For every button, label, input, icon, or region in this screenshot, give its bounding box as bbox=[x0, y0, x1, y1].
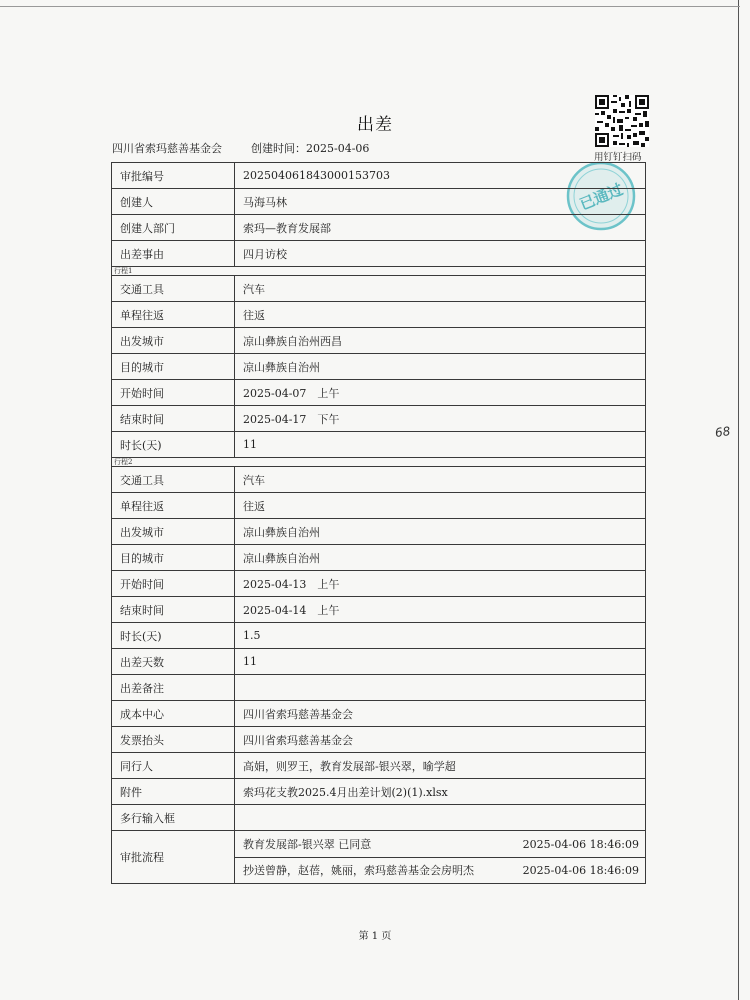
field-value: 四月访校 bbox=[235, 241, 646, 267]
table-row bbox=[112, 189, 646, 215]
field-label: 成本中心 bbox=[112, 701, 235, 727]
approval-step bbox=[235, 832, 645, 857]
section-label: 行程2 bbox=[112, 458, 646, 467]
table-row bbox=[112, 276, 646, 302]
field-value: 11 bbox=[235, 649, 646, 675]
table-row bbox=[112, 519, 646, 545]
approval-step bbox=[235, 857, 645, 883]
field-label: 附件 bbox=[112, 779, 235, 805]
table-row bbox=[112, 467, 646, 493]
field-label: 开始时间 bbox=[112, 380, 235, 406]
table-row bbox=[112, 545, 646, 571]
field-value: 四川省索玛慈善基金会 bbox=[235, 701, 646, 727]
field-value: 凉山彝族自治州西昌 bbox=[235, 328, 646, 354]
field-value: 1.5 bbox=[235, 623, 646, 649]
field-value: 汽车 bbox=[235, 276, 646, 302]
field-value: 往返 bbox=[235, 302, 646, 328]
field-label: 开始时间 bbox=[112, 571, 235, 597]
created-time: 创建时间：2025-04-06 bbox=[251, 142, 370, 155]
field-value: 凉山彝族自治州 bbox=[235, 519, 646, 545]
field-value: 马海马林 bbox=[235, 189, 646, 215]
table-row bbox=[112, 571, 646, 597]
field-value: 往返 bbox=[235, 493, 646, 519]
approval-steps bbox=[235, 831, 646, 884]
page-edge-top bbox=[0, 6, 740, 7]
field-label: 审批流程 bbox=[112, 831, 235, 884]
approval-step-text: 抄送曾静，赵蓓，姚丽，索玛慈善基金会房明杰 bbox=[243, 864, 474, 877]
field-label: 目的城市 bbox=[112, 354, 235, 380]
table-row bbox=[112, 215, 646, 241]
qr-code-icon bbox=[595, 95, 649, 147]
table-row bbox=[112, 753, 646, 779]
field-label: 出发城市 bbox=[112, 328, 235, 354]
field-value: 索玛花支教2025.4月出差计划(2)(1).xlsx bbox=[235, 779, 646, 805]
table-row bbox=[112, 779, 646, 805]
field-label: 出差事由 bbox=[112, 241, 235, 267]
table-row bbox=[112, 241, 646, 267]
field-label: 出差天数 bbox=[112, 649, 235, 675]
qr-caption: 用钉钉扫码 bbox=[594, 152, 642, 163]
field-label: 时长(天) bbox=[112, 432, 235, 458]
table-row bbox=[112, 493, 646, 519]
field-value bbox=[235, 675, 646, 701]
field-value bbox=[235, 805, 646, 831]
section-header bbox=[112, 458, 646, 467]
field-value: 凉山彝族自治州 bbox=[235, 354, 646, 380]
field-value: 202504061843000153703 bbox=[235, 163, 646, 189]
table-row bbox=[112, 163, 646, 189]
approval-step-time: 2025-04-06 18:46:09 bbox=[522, 863, 639, 877]
field-label: 创建人部门 bbox=[112, 215, 235, 241]
section-label: 行程1 bbox=[112, 267, 646, 276]
table-row bbox=[112, 328, 646, 354]
approval-step-time: 2025-04-06 18:46:09 bbox=[522, 837, 639, 851]
table-row bbox=[112, 432, 646, 458]
field-value: 2025-04-13 上午 bbox=[235, 571, 646, 597]
approval-step-text: 教育发展部-银兴翠 已同意 bbox=[243, 838, 372, 851]
field-label: 单程往返 bbox=[112, 493, 235, 519]
approval-flow-row bbox=[112, 831, 646, 884]
field-value: 2025-04-17 下午 bbox=[235, 406, 646, 432]
table-row bbox=[112, 675, 646, 701]
field-label: 交通工具 bbox=[112, 467, 235, 493]
field-label: 出差备注 bbox=[112, 675, 235, 701]
table-row bbox=[112, 406, 646, 432]
document-title: 出差 bbox=[357, 115, 393, 135]
table-row bbox=[112, 354, 646, 380]
field-value: 汽车 bbox=[235, 467, 646, 493]
field-value: 高娟，则罗王，教育发展部-银兴翠，喻学超 bbox=[235, 753, 646, 779]
svg-text:已通过: 已通过 bbox=[577, 180, 626, 214]
page-number: 第 1 页 bbox=[358, 931, 392, 942]
table-row bbox=[112, 302, 646, 328]
travel-approval-table bbox=[111, 162, 646, 884]
field-label: 创建人 bbox=[112, 189, 235, 215]
field-label: 同行人 bbox=[112, 753, 235, 779]
page-edge-right bbox=[738, 0, 739, 1000]
field-label: 目的城市 bbox=[112, 545, 235, 571]
field-label: 单程往返 bbox=[112, 302, 235, 328]
table-row bbox=[112, 727, 646, 753]
table-row bbox=[112, 380, 646, 406]
section-header bbox=[112, 267, 646, 276]
table-row bbox=[112, 597, 646, 623]
handwritten-side-note: 68 bbox=[714, 424, 732, 440]
field-label: 多行输入框 bbox=[112, 805, 235, 831]
table-row bbox=[112, 805, 646, 831]
field-value: 索玛—教育发展部 bbox=[235, 215, 646, 241]
field-label: 发票抬头 bbox=[112, 727, 235, 753]
table-row bbox=[112, 623, 646, 649]
organization-name: 四川省索玛慈善基金会 bbox=[112, 142, 222, 155]
table-row bbox=[112, 701, 646, 727]
field-value: 凉山彝族自治州 bbox=[235, 545, 646, 571]
field-label: 结束时间 bbox=[112, 597, 235, 623]
field-label: 审批编号 bbox=[112, 163, 235, 189]
field-value: 2025-04-07 上午 bbox=[235, 380, 646, 406]
field-value: 四川省索玛慈善基金会 bbox=[235, 727, 646, 753]
field-value: 2025-04-14 上午 bbox=[235, 597, 646, 623]
field-label: 出发城市 bbox=[112, 519, 235, 545]
field-label: 交通工具 bbox=[112, 276, 235, 302]
table-row bbox=[112, 649, 646, 675]
field-label: 结束时间 bbox=[112, 406, 235, 432]
field-label: 时长(天) bbox=[112, 623, 235, 649]
field-value: 11 bbox=[235, 432, 646, 458]
